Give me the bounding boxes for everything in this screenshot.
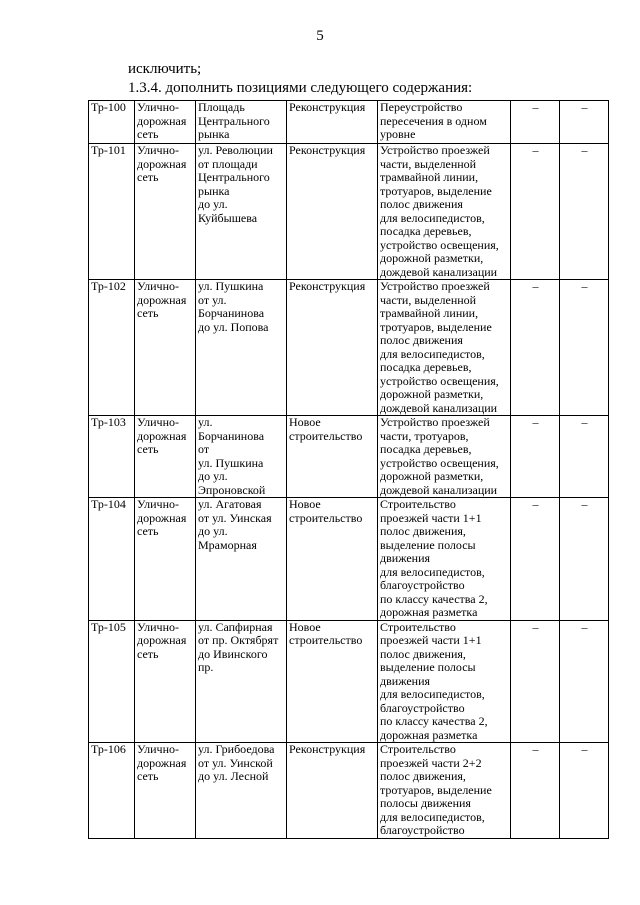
cell-description: Переустройство пересечения в одном уровне [378,101,511,144]
cell-location: ул. Грибоедова от ул. Уинской до ул. Лесной [196,743,287,839]
cell-code: Тр-106 [89,743,135,839]
table-row [89,620,609,743]
cell-location: ул. Борчанинова от ул. Пушкина до ул. Эпроновской [196,416,287,498]
cell-col6: – [511,144,560,280]
table-row [89,498,609,621]
cell-work-type: Новое строительство [287,416,378,498]
cell-col6: – [511,620,560,743]
cell-code: Тр-104 [89,498,135,621]
cell-col6: – [511,498,560,621]
table-row [89,743,609,839]
cell-code: Тр-101 [89,144,135,280]
cell-category: Улично- дорожная сеть [135,498,196,621]
cell-work-type: Новое строительство [287,498,378,621]
cell-col7: – [560,280,609,416]
cell-col7: – [560,620,609,743]
cell-category: Улично- дорожная сеть [135,620,196,743]
cell-description: Строительство проезжей части 1+1 полос движения, выделение полосы движения для велосипедистов, благоустройство по классу качества 2, дорожная разметка [378,498,511,621]
cell-col7: – [560,743,609,839]
cell-description: Устройство проезжей части, тротуаров, посадка деревьев, устройство освещения, дорожной разметки, дождевой канализации [378,416,511,498]
cell-code: Тр-105 [89,620,135,743]
positions-table [88,100,609,839]
cell-category: Улично- дорожная сеть [135,743,196,839]
cell-category: Улично- дорожная сеть [135,144,196,280]
cell-work-type: Реконструкция [287,743,378,839]
intro-line-exclude: исключить; [128,61,202,77]
cell-work-type: Новое строительство [287,620,378,743]
cell-location: ул. Сапфирная от пр. Октябрят до Ивинского пр. [196,620,287,743]
cell-col6: – [511,101,560,144]
cell-col7: – [560,144,609,280]
cell-category: Улично- дорожная сеть [135,101,196,144]
cell-location: ул. Революции от площади Центрального рынка до ул. Куйбышева [196,144,287,280]
cell-location: ул. Пушкина от ул. Борчанинова до ул. Попова [196,280,287,416]
cell-code: Тр-100 [89,101,135,144]
cell-code: Тр-103 [89,416,135,498]
cell-description: Строительство проезжей части 1+1 полос движения, выделение полосы движения для велосипедистов, благоустройство по классу качества 2, дорожная разметка [378,620,511,743]
cell-location: ул. Агатовая от ул. Уинская до ул. Мраморная [196,498,287,621]
cell-work-type: Реконструкция [287,101,378,144]
table-row [89,280,609,416]
cell-location: Площадь Центрального рынка [196,101,287,144]
cell-description: Устройство проезжей части, выделенной трамвайной линии, тротуаров, выделение полос движения для велосипедистов, посадка деревьев, устройство освещения, дорожной разметки, дождевой канализации [378,144,511,280]
cell-col7: – [560,416,609,498]
cell-col6: – [511,280,560,416]
table-row [89,101,609,144]
cell-description: Строительство проезжей части 2+2 полос движения, тротуаров, выделение полосы движения для велосипедистов, благоустройство [378,743,511,839]
intro-line-add-positions: 1.3.4. дополнить позициями следующего содержания: [128,80,473,96]
cell-col7: – [560,498,609,621]
cell-work-type: Реконструкция [287,280,378,416]
cell-col7: – [560,101,609,144]
table-row [89,144,609,280]
cell-category: Улично- дорожная сеть [135,280,196,416]
cell-category: Улично- дорожная сеть [135,416,196,498]
cell-code: Тр-102 [89,280,135,416]
cell-col6: – [511,416,560,498]
page-number: 5 [316,28,324,44]
cell-work-type: Реконструкция [287,144,378,280]
cell-col6: – [511,743,560,839]
table-row [89,416,609,498]
cell-description: Устройство проезжей части, выделенной трамвайной линии, тротуаров, выделение полос движения для велосипедистов, посадка деревьев, устройство освещения, дорожной разметки, дождевой канализации [378,280,511,416]
